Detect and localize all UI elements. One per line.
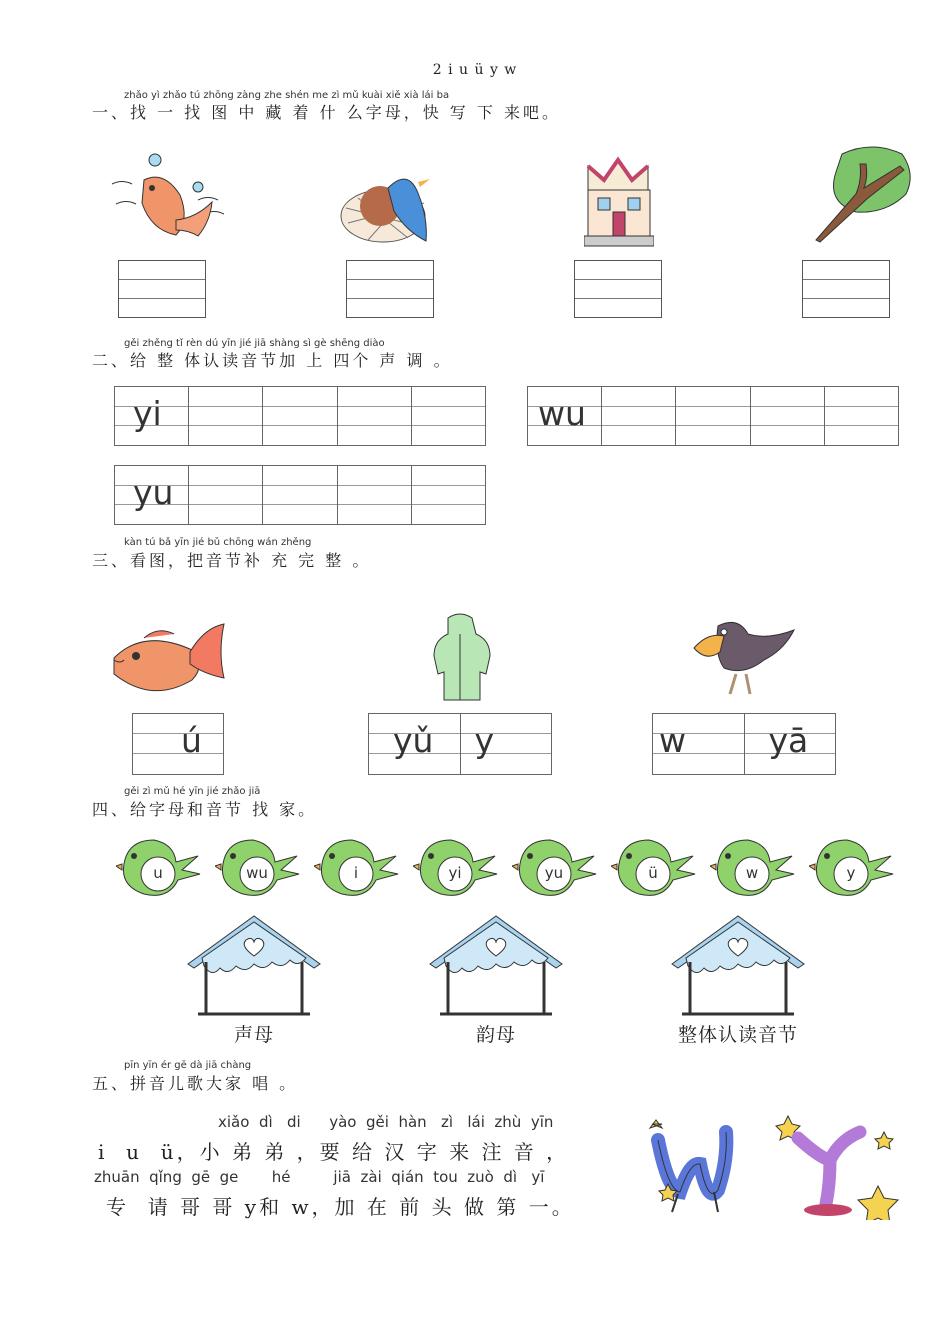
house-label-yunmu: 韵母	[475, 1024, 516, 1046]
bird-card[interactable]	[215, 834, 301, 900]
tone-grid-yu[interactable]	[114, 465, 486, 525]
song-line1-pinyin: xiǎo dì di yào gěi hàn zì lái zhù yīn	[218, 1113, 554, 1131]
bird-label: ü	[648, 864, 658, 882]
answer-box-bird[interactable]	[346, 260, 434, 318]
section5-pinyin: pīn yīn ér gē dà jiā chàng	[124, 1060, 252, 1071]
syllable-fill-fish[interactable]	[132, 713, 224, 775]
song-line2-text: 专 请 哥 哥 y和 w，加 在 前 头 做 第 一。	[106, 1195, 575, 1219]
section3-pinyin: kàn tú bǎ yīn jié bǔ chōng wán zhěng	[124, 537, 312, 548]
house-label-zhengti: 整体认读音节	[677, 1024, 798, 1046]
section5-title: 五、拼音儿歌大家 唱 。	[92, 1074, 299, 1093]
page-title: 2 i u ü y w	[432, 62, 518, 78]
syllable-fill-raincoat-text-2: y	[474, 721, 495, 760]
tone-grid-yi[interactable]	[114, 386, 486, 446]
fish-jumping-image	[108, 150, 230, 242]
bird-card[interactable]	[710, 834, 796, 900]
house-label-shengmu: 声母	[233, 1024, 274, 1046]
bird-label: wu	[246, 864, 268, 882]
section2-title: 二、给 整 体认读音节加 上 四个 声 调 。	[92, 351, 453, 370]
song-line2-pinyin: zhuān qǐng gē ge hé jiā zài qián tou zuò dì yī	[94, 1168, 545, 1186]
syllable-fill-raincoat[interactable]	[368, 713, 552, 775]
bird-label: yi	[448, 864, 462, 882]
house-zhengti[interactable]	[668, 912, 808, 1020]
syllable-wu: wu	[538, 394, 586, 433]
syllable-fill-crow-text-2: yā	[768, 721, 809, 760]
crow-image	[690, 612, 800, 700]
syllable-fill-raincoat-text-1: yǔ	[393, 721, 434, 760]
section1-title: 一、找 一 找 图 中 藏 着 什 么字母，快 写 下 来吧。	[92, 103, 561, 122]
syllable-fill-crow[interactable]	[652, 713, 836, 775]
fish-image	[110, 622, 230, 700]
bird-nest-image	[338, 168, 438, 248]
bird-label: i	[353, 864, 359, 882]
section3-title: 三、看图，把音节补 充 完 整 。	[92, 551, 372, 570]
answer-box-fish[interactable]	[118, 260, 206, 318]
house-yunmu[interactable]	[426, 912, 566, 1020]
bird-label: yu	[544, 864, 564, 882]
syllable-fill-crow-text-1: w	[659, 721, 686, 760]
bird-card[interactable]	[116, 834, 202, 900]
section4-pinyin: gěi zì mǔ hé yīn jié zhǎo jiā	[124, 786, 261, 797]
syllable-yi: yi	[133, 394, 162, 433]
house-shengmu[interactable]	[184, 912, 324, 1020]
house-image	[584, 156, 654, 248]
bird-card[interactable]	[413, 834, 499, 900]
section4-title: 四、给字母和音节 找 家。	[92, 800, 318, 819]
bird-row	[116, 834, 916, 900]
bird-label: w	[745, 864, 759, 882]
section2-pinyin: gěi zhěng tǐ rèn dú yīn jié jiā shàng sì gè shēng diào	[124, 338, 385, 349]
bird-card[interactable]	[611, 834, 697, 900]
bird-card[interactable]	[314, 834, 400, 900]
answer-box-tree[interactable]	[802, 260, 890, 318]
bird-label: u	[153, 864, 163, 882]
syllable-yu: yu	[133, 473, 174, 512]
song-line1-text: i u ü，小 弟 弟 ，要 给 汉 字 来 注 音 ，	[98, 1140, 570, 1164]
raincoat-image	[428, 612, 492, 704]
section1-pinyin: zhǎo yì zhǎo tú zhōng zàng zhe shén me zì mǔ kuài xiě xià lái ba	[124, 90, 450, 101]
letters-w-y-illustration	[638, 1108, 914, 1220]
tree-branch-image	[812, 144, 916, 244]
bird-label: y	[846, 864, 856, 882]
answer-box-house[interactable]	[574, 260, 662, 318]
tone-grid-wu[interactable]	[527, 386, 899, 446]
bird-card[interactable]	[809, 834, 895, 900]
bird-card[interactable]	[512, 834, 598, 900]
syllable-fill-fish-text: ú	[181, 721, 202, 760]
